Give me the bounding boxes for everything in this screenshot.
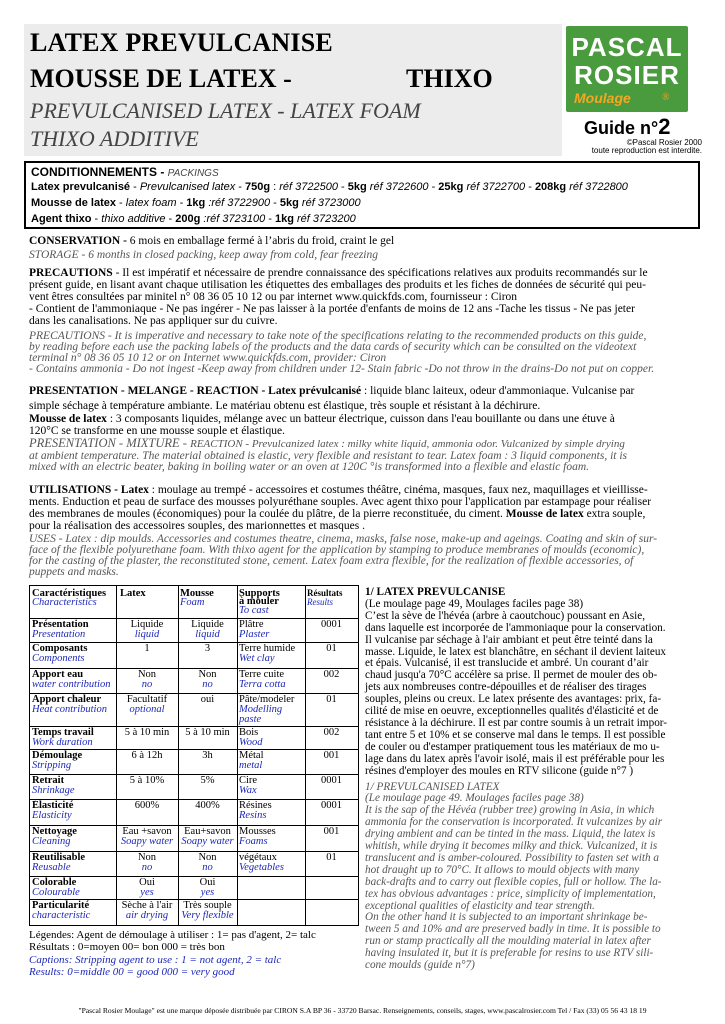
foam-value: Très souple	[183, 900, 232, 911]
latex-value: Non	[137, 852, 157, 863]
packing-row-latex: Latex prevulcanisé - Prevulcanised latex - 750g : réf 3722500 - 5kg réf 3722600 - 25kg réf 3722700 - 208kg réf 3722800	[31, 181, 628, 193]
description-heading: 1/ LATEX PREVULCANISE	[365, 586, 506, 598]
description-line-en: whitish, while drying it becomes milky and thick. Vulcanized, it is	[365, 840, 658, 853]
table-header-characteristics: Caractéristiques	[32, 588, 107, 599]
packing-size: 750g	[245, 181, 271, 193]
description-line: (Le moulage page 49, Moulages faciles page 38)	[365, 597, 584, 610]
packing-size: 200g	[175, 213, 201, 225]
precautions-en-1: PRECAUTIONS - It is imperative and necessary to take note of the specifications relating to the recommended products on this guide,	[29, 330, 647, 342]
table-header-results: Résultats	[307, 588, 343, 598]
support-name-en: paste	[239, 714, 262, 725]
precautions-en-4: - Contains ammonia - Do not ingest -Keep away from children under 12- Stain fabric -Do not throw in the drains-Do not put on copper.	[29, 363, 655, 375]
support-name: Terre humide	[239, 643, 296, 654]
packing-name: Latex prevulcanisé	[31, 181, 131, 193]
header	[24, 24, 702, 156]
foam-value-en: Very flexible	[181, 910, 234, 921]
latex-value-en: no	[141, 679, 153, 690]
latex-value: Sèche à l'air	[121, 900, 173, 911]
foam-value: Non	[198, 669, 217, 680]
description-line-en: On the other hand it is subjected to an important shrinkage be-	[365, 911, 648, 924]
copyright-line-1: ©Pascal Rosier 2000	[626, 138, 702, 147]
latex-value: 1	[144, 643, 150, 654]
foam-value: Liquide	[191, 619, 224, 630]
latex-value: Oui	[139, 877, 155, 888]
packings-heading-en: PACKINGS	[167, 168, 219, 179]
packing-name-en: thixo additive	[101, 213, 166, 225]
packing-ref: :réf 3723100	[203, 213, 266, 225]
description-line-en: exceptional qualities of elasticity and tear strength.	[365, 899, 595, 912]
foam-value: 3	[204, 643, 211, 654]
uses-fr-2: ments. Enduction et peau de surface des mousses polyuréthane souples. Avec agent thixo pour l'application par estampage pour réaliser	[29, 496, 652, 508]
mousse-label: Mousse de latex	[505, 508, 584, 520]
packing-size: 208kg	[534, 181, 567, 193]
result-value: 002	[323, 669, 340, 680]
subtitle-line-1: PREVULCANISED LATEX - LATEX FOAM	[30, 98, 421, 123]
table-row-label-en: Presentation	[32, 629, 86, 640]
title-line-2: MOUSSE DE LATEX -	[30, 64, 292, 93]
foam-value-en: yes	[200, 887, 215, 898]
table-column-divider	[237, 586, 238, 925]
presentation-fr-4: 120°C se transforme en une mousse souple et élastique.	[29, 425, 285, 437]
support-name-en: Wet clay	[239, 653, 275, 664]
table-row-label-en: Work duration	[32, 737, 93, 748]
support-name: Cire	[239, 775, 258, 786]
support-name-en: metal	[239, 760, 263, 771]
latex-value: 5 à 10%	[129, 775, 165, 786]
title-line-1: LATEX PREVULCANISE	[30, 28, 333, 57]
legend-line-3: Captions: Stripping agent to use : 1 = not agent, 2 = talc	[29, 953, 282, 966]
table-row-label: Présentation	[32, 619, 89, 630]
foam-value: 3h	[202, 750, 213, 761]
brand-logo	[566, 26, 688, 112]
foam-value: 5 à 10 min	[185, 727, 230, 738]
packing-ref: réf 3723200	[297, 213, 356, 225]
guide-number-value: 2	[658, 114, 671, 139]
packing-name-en: Prevulcanised latex	[139, 181, 236, 193]
packing-name: Mousse de latex	[31, 197, 116, 209]
guide-label: Guide n°	[584, 118, 659, 138]
table-header-foam: Mousse	[180, 588, 214, 599]
characteristics-table	[29, 585, 359, 926]
description-line-en: translucent and is amber-coloured. Possibility to fasten set with a	[365, 851, 659, 864]
description-line: dans laquelle est incorporée de l'ammoniaque pour la conservation.	[365, 621, 666, 634]
copyright-line-2: toute reproduction est interdite.	[591, 146, 702, 155]
guide-number	[584, 114, 670, 140]
table-row-label: Particularité	[32, 900, 90, 911]
description-line: chaud jusqu'a 70°C accélère sa prise. Il permet de mouler des ob-	[365, 669, 658, 682]
description-line-en: hot draught up to 70°C. It allows to mould objects with many	[365, 863, 640, 876]
conservation-label: CONSERVATION -	[29, 235, 127, 247]
table-row-label-en: Components	[32, 653, 85, 664]
table-row-label-en: Stripping	[32, 760, 72, 771]
result-value: 0001	[321, 775, 342, 786]
description-line: masse. Liquide, le latex est blanchâtre, en séchant il devient laiteux	[365, 645, 667, 658]
legend-line-4: Results: 0=middle 00 = good 000 = very good	[29, 966, 235, 979]
uses-text: : moulage au trempé - accessoires et costumes théâtre, cinéma, masques, faux nez, maquillages et vieillisse-	[148, 484, 648, 496]
table-row-label: Composants	[32, 643, 88, 654]
support-name: végétaux	[239, 852, 277, 863]
precautions-fr-2: présent guide, en lisant avant chaque utilisation les étiquettes des emballages des produits et les fiches de données de sécurité qui peu-	[29, 279, 646, 291]
table-row-label: Apport chaleur	[32, 694, 102, 705]
presentation-fr-1	[29, 386, 697, 398]
description-line-en: (Le moulage page 49. Moulages faciles page 38)	[365, 792, 584, 805]
table-header-results-en: Results	[307, 597, 333, 607]
conservation-en: STORAGE - 6 months in closed packing, keep away from cold, fear freezing	[29, 249, 378, 261]
packing-row-foam: Mousse de latex - latex foam - 1kg :réf 3722900 - 5kg réf 3723000	[31, 197, 361, 209]
packing-size: 1kg	[274, 213, 294, 225]
description-line: lage dans du latex après l'avoir isolé, mais il est préférable pour les	[365, 752, 665, 765]
foam-value: oui	[200, 694, 215, 705]
logo-text-rosier: ROSIER	[574, 60, 680, 90]
uses-fr-1	[29, 485, 697, 497]
logo-text-moulage: Moulage	[574, 90, 631, 106]
description-line: jets aux nombreuses contre-dépouilles et de réaliser des tirages	[365, 681, 647, 694]
precautions-label: PRECAUTIONS	[29, 267, 113, 279]
table-row-label: Colorable	[32, 877, 77, 888]
foam-value: Oui	[199, 877, 216, 888]
table-row-label: Reutilisable	[32, 852, 86, 863]
presentation-fr-3	[29, 414, 697, 426]
latex-value-en: optional	[129, 704, 165, 715]
foam-value: 5%	[200, 775, 215, 786]
description-line-en: back-drafts and to carry out flexible copies, full or hollow. The la-	[365, 875, 662, 888]
title-thixo: THIXO	[406, 64, 493, 93]
foam-value-en: liquid	[195, 629, 220, 640]
description-heading-en: 1/ PREVULCANISED LATEX	[365, 780, 500, 793]
description-line: souples, pleins ou creux. Le latex présente des avantages: prix, fa-	[365, 693, 662, 706]
support-name-en: Wax	[239, 785, 257, 796]
foam-value-en: no	[202, 862, 213, 873]
presentation-text: : liquide blanc laiteux, odeur d'ammoniaque. Vulcanise par	[361, 385, 635, 397]
precautions-fr-5: dans les canalisations. Ne pas appliquer sur du cuivre.	[29, 315, 278, 327]
support-name-en: Modelling	[239, 704, 283, 715]
table-header-latex: Latex	[120, 588, 146, 599]
packing-size: 5kg	[279, 197, 299, 209]
table-row-divider	[30, 799, 358, 800]
description-line-en: run or stamp practically all the moulding material in latex after	[365, 935, 651, 948]
latex-value-en: air drying	[125, 910, 169, 921]
packing-row-thixo: Agent thixo - thixo additive - 200g :réf 3723100 - 1kg réf 3723200	[31, 213, 356, 225]
description-line: de couler ou d'estamper pratiquement tous les matériaux de mo u-	[365, 740, 660, 753]
table-header-characteristics-en: Characteristics	[32, 597, 97, 608]
latex-value: Non	[137, 669, 157, 680]
latex-value-en: yes	[140, 887, 154, 898]
table-row-divider	[30, 876, 358, 877]
table-row-label: Apport eau	[32, 669, 84, 680]
uses-fr-3	[29, 509, 697, 521]
packing-size: 1kg	[186, 197, 206, 209]
table-row-label-en: characteristic	[32, 910, 91, 921]
presentation-fr-2: simple séchage à température ambiante. Le matériau obtenu est élastique, très souple et résistant à la déchirure.	[29, 400, 541, 412]
latex-description	[365, 587, 695, 972]
packing-name: Agent thixo	[31, 213, 92, 225]
result-value: 01	[326, 643, 337, 654]
table-row-label-en: water contribution	[32, 679, 111, 690]
precautions-text: - Il est impératif et nécessaire de prendre connaissance des spécifications relatives aux produits recommandés sur le	[112, 267, 648, 279]
support-name: Résines	[239, 800, 272, 811]
foam-value: Non	[198, 852, 217, 863]
description-line: cilité de mise en oeuvre, exceptionnelles qualités d'élasticité et de	[365, 705, 659, 718]
latex-value: Liquide	[130, 619, 164, 630]
table-row-label-en: Reusable	[32, 862, 71, 873]
table-header-supports-en: To cast	[239, 605, 269, 616]
support-name: Mousses	[239, 826, 276, 837]
mousse-text: : 3 composants liquides, mélange avec un batteur électrique, cuisson dans l'eau bouillante ou dans une étuve à	[106, 413, 615, 425]
foam-value: 400%	[195, 800, 220, 811]
result-value: 002	[323, 727, 340, 738]
table-row-label: Élasticité	[32, 800, 74, 811]
description-line-en: It is the sap of the Hévéa (rubber tree) growing in Asia, in which	[365, 804, 655, 817]
table-row-label-en: Heat contribution	[32, 704, 107, 715]
logo-text-pascal: PASCAL	[571, 32, 683, 62]
table-row-divider	[30, 774, 358, 775]
table-row-label: Retrait	[32, 775, 65, 786]
precautions-fr-3: vent êtres consultées par minitel n° 08 36 05 10 12 ou par internet www.quickfds.com, fournisseur : Ciron	[29, 291, 518, 303]
description-line: tant entre 5 et 10% et se conserve mal dans le temps. Il est possible	[365, 728, 666, 741]
packing-ref: réf 3722600	[369, 181, 429, 193]
description-line-en: cone moulds (guide n°7)	[365, 959, 475, 972]
presentation-en-3: mixed with an electric beater, baking in boiling water or an oven at 120C °is transformed into a flexible and elastic foam.	[29, 461, 590, 473]
support-name-en: Wood	[239, 737, 263, 748]
result-value: 001	[323, 826, 340, 837]
latex-value: Eau +savon	[122, 826, 172, 837]
uses-en-1: USES - Latex : dip moulds. Accessories and costumes theatre, cinema, masks, false nose, make-up and ageings. Coating and skin of sur-	[29, 533, 658, 545]
description-line: résistance à la déchirure. Il est par contre soumis à un retrait impor-	[365, 716, 668, 729]
conservation-fr	[29, 236, 697, 248]
result-value: 0001	[321, 619, 342, 630]
support-name: Métal	[239, 750, 264, 761]
foam-value: Eau+savon	[184, 826, 231, 837]
uses-en-2: face of the flexible polyurethane foam. With thixo agent for the application by stamping to produce membranes of moulds (economic),	[29, 544, 645, 556]
table-row-label-en: Cleaning	[32, 836, 71, 847]
presentation-label: PRESENTATION - MELANGE - REACTION - Latex prévulcanisé	[29, 385, 362, 397]
description-line-en: ammonia for the conservation is incorporated. It vulcanizes by air	[365, 816, 663, 829]
precautions-en-3: terminal n° 08 36 05 10 12 or on Internet www.quickfds.com, provider: Ciron	[29, 352, 387, 364]
packing-ref: :réf 3722900	[208, 197, 271, 209]
legend	[29, 929, 359, 979]
description-line: et épais. Vulcanisé, il est translucide et ambré. Un courant d’air	[365, 657, 649, 670]
foam-value-en: Soapy water	[181, 836, 234, 847]
packings-heading	[31, 165, 219, 179]
table-header-supports: Supports	[239, 588, 280, 599]
description-line: résines d'employer des moules en RTV silicone (guide n°7 )	[365, 764, 634, 777]
table-row-label-en: Elasticity	[32, 810, 72, 821]
presentation-en-1	[29, 438, 697, 451]
packing-size: 5kg	[347, 181, 367, 193]
table-row-label: Temps travail	[32, 727, 94, 738]
presentation-en-label: PRESENTATION - MIXTURE -	[29, 436, 191, 450]
description-line-en: having insulated it, but it is preferable for resins to use RTV sili-	[365, 947, 654, 960]
result-value: 01	[326, 852, 337, 863]
latex-value-en: no	[141, 862, 153, 873]
precautions-fr-1	[29, 268, 697, 280]
support-name: Plâtre	[239, 619, 264, 630]
uses-text: extra souple,	[583, 508, 646, 520]
packing-ref: réf 3723000	[301, 197, 361, 209]
conservation-text: 6 mois en emballage fermé à l’abris du froid, craint le gel	[126, 235, 395, 247]
footer: "Pascal Rosier Moulage" est une marque déposée distribuée par CIRON S.A BP 36 - 33720 Barsac. Renseignements, conseils, stages, www.pascalrosier.com Tel / Fax (33) 05 56 43 18 19	[78, 1006, 647, 1015]
presentation-en-2: at ambient temperature. The material obtained is elastic, very flexible and resistant to tear. Latex foam : 3 liquid components, it is	[29, 450, 628, 462]
table-row-label: Démoulage	[32, 750, 83, 761]
table-row-label: Nettoyage	[32, 826, 77, 837]
result-value: 0001	[321, 800, 342, 811]
latex-value: 5 à 10 min	[124, 727, 170, 738]
result-value: 01	[326, 694, 337, 705]
latex-value: 6 à 12h	[131, 750, 163, 761]
packing-size: 25kg	[438, 181, 464, 193]
table-header-foam-en: Foam	[180, 597, 205, 608]
latex-value: 600%	[134, 800, 160, 811]
precautions-en-2: by reading before each use the packing labels of the products and the data cards of security which can be consulted on the videotext	[29, 341, 637, 353]
uses-en-4: puppets and masks.	[29, 566, 119, 578]
description-line-en: tween 5 and 10% and are preserved badly in time. It is possible to	[365, 923, 661, 936]
packing-ref: réf 3722800	[569, 181, 628, 193]
support-name: Pâte/modeler	[239, 694, 295, 705]
packing-ref: réf 3722500	[279, 181, 338, 193]
packings-heading-fr: CONDITIONNEMENTS -	[31, 165, 168, 179]
table-row-label-en: Shrinkage	[32, 785, 75, 796]
latex-value-en: liquid	[134, 629, 160, 640]
support-name: Terre cuite	[239, 669, 285, 680]
support-name-en: Vegetables	[239, 862, 284, 873]
registered-mark: ®	[662, 92, 670, 103]
table-row-label-en: Colourable	[32, 887, 80, 898]
support-name: Bois	[239, 727, 259, 738]
support-name-en: Resins	[239, 810, 267, 821]
foam-value-en: no	[202, 679, 213, 690]
result-value: 001	[323, 750, 340, 761]
uses-en-3: for the casting of the plaster, the reconstituted stone, cement. Latex foam extra flexible, for the realization of flexible accessories, of	[29, 555, 634, 567]
description-line-en: tex has obvious advantages : price, simplicity of implementation,	[365, 887, 656, 900]
packing-ref: réf 3722700	[466, 181, 526, 193]
description-line-en: drying ambient and can be tinted in the mass. Liquid, the latex is	[365, 828, 656, 841]
precautions-fr-4: - Contient de l'ammoniaque - Ne pas ingérer - Ne pas laisser à la portée d'enfants de moins de 12 ans -Tache les tissus - Ne pas jeter	[29, 303, 635, 315]
legend-line-2: Résultats : 0=moyen 00= bon 000 = très bon	[29, 941, 225, 954]
packing-name-en: latex foam	[125, 197, 177, 209]
description-line: Il vulcanise par séchage à l'air ambiant et peut être teinté dans la	[365, 633, 653, 646]
support-name-en: Plaster	[239, 629, 270, 640]
latex-value: Facultatif	[126, 694, 168, 705]
legend-line-1: Légendes: Agent de démoulage à utiliser : 1= pas d'agent, 2= talc	[29, 929, 316, 941]
uses-fr-4: pour la réalisation des accessoires souples, des marionnettes et masques .	[29, 520, 365, 532]
latex-value-en: Soapy water	[120, 836, 174, 847]
support-name-en: Foams	[239, 836, 268, 847]
uses-text: des membranes de moules (économiques) pour la coulée du plâtre, de la pierre reconstituée, du ciment.	[29, 508, 506, 520]
mousse-label: Mousse de latex	[29, 413, 107, 425]
title-box	[24, 24, 562, 156]
table-header-supports: à mouler	[239, 596, 279, 607]
subtitle-line-2: THIXO ADDITIVE	[30, 126, 199, 151]
packings-box	[24, 161, 700, 229]
support-name-en: Terra cotta	[239, 679, 286, 690]
uses-label: UTILISATIONS - Latex	[29, 484, 149, 496]
presentation-en-text: REACTION - Prevulcanized latex : milky white liquid, ammonia odor. Vulcanized by simple drying	[190, 438, 625, 450]
description-line: C’est la sève de l'hévéa (arbre à caoutchouc) poussant en Asie,	[365, 609, 646, 622]
